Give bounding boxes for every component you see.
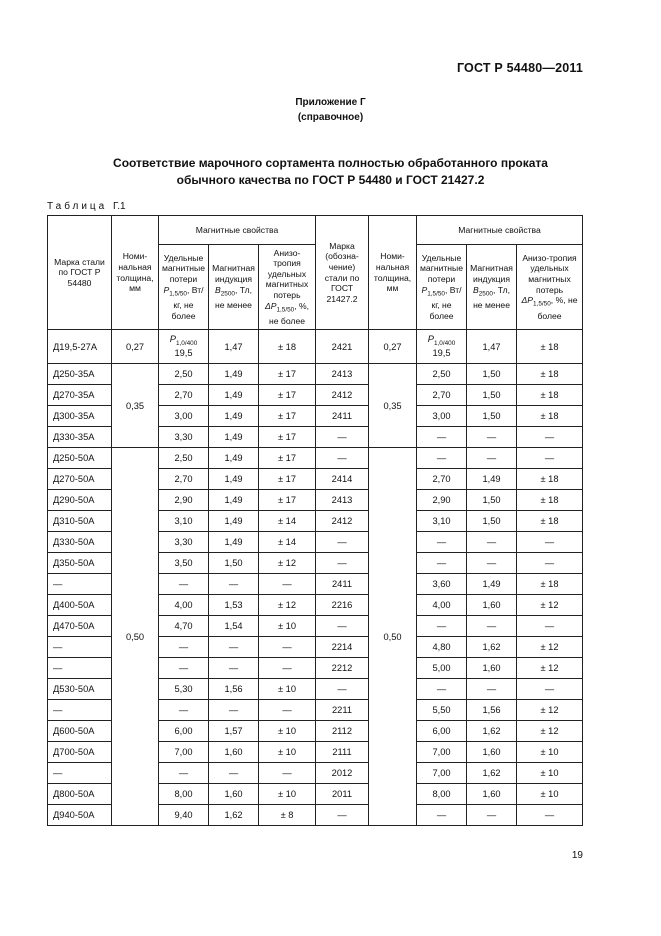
cell-anisotropy-2: ± 12 — [517, 658, 583, 679]
header-anisotropy — [259, 245, 316, 330]
cell-grade: Д270-35А — [48, 385, 112, 406]
correspondence-table — [47, 215, 583, 826]
cell-anisotropy-2: — — [517, 805, 583, 826]
cell-grade-21427: — — [316, 616, 369, 637]
cell-loss: 5,30 — [159, 679, 209, 700]
cell-grade: Д700-50А — [48, 742, 112, 763]
document-title — [0, 155, 661, 189]
cell-thickness-group-2: 0,35 — [369, 364, 417, 448]
cell-grade-21427: — — [316, 532, 369, 553]
cell-loss: 2,50 — [159, 364, 209, 385]
cell-anisotropy-2: ± 12 — [517, 637, 583, 658]
loss-condition-symbol-2: P — [427, 333, 434, 344]
header-magnetic-properties: Магнитные свойства — [159, 216, 316, 245]
cell-loss-2: 2,90 — [417, 490, 467, 511]
loss-condition-subscript: 1,0/400 — [175, 339, 198, 347]
cell-induction-2: 1,50 — [467, 406, 517, 427]
table-label-number: Г.1 — [113, 201, 126, 212]
cell-loss-2: 7,00 — [417, 742, 467, 763]
cell-loss-2: 3,60 — [417, 574, 467, 595]
cell-loss-2: 2,70 — [417, 469, 467, 490]
cell-induction: 1,49 — [209, 469, 259, 490]
cell-grade-21427: 2211 — [316, 700, 369, 721]
cell-anisotropy: ± 17 — [259, 364, 316, 385]
losses-label: Удельные магнитные потери — [161, 252, 205, 285]
induction-symbol-2: B — [473, 284, 479, 295]
cell-grade: Д310-50А — [48, 511, 112, 532]
cell-grade: Д270-50А — [48, 469, 112, 490]
cell-anisotropy: ± 8 — [259, 805, 316, 826]
cell-induction: 1,54 — [209, 616, 259, 637]
cell-loss: — — [159, 637, 209, 658]
cell-induction-2: 1,62 — [467, 721, 517, 742]
cell-anisotropy: ± 10 — [259, 742, 316, 763]
table-row — [48, 364, 583, 385]
cell-grade-21427: 2421 — [316, 330, 369, 364]
cell-loss-2: — — [417, 532, 467, 553]
cell-induction: 1,49 — [209, 385, 259, 406]
table-row — [48, 448, 583, 469]
cell-anisotropy-2: — — [517, 448, 583, 469]
cell-loss-2 — [417, 330, 467, 364]
document-title-line-2: обычного качества по ГОСТ Р 54480 и ГОСТ 21427.2 — [176, 173, 485, 187]
losses-symbol-2: P — [421, 284, 428, 295]
cell-loss-2: — — [417, 679, 467, 700]
loss-condition — [161, 334, 206, 349]
appendix-title: Приложение Г — [295, 97, 366, 108]
cell-loss: — — [159, 658, 209, 679]
cell-induction-2: — — [467, 532, 517, 553]
cell-anisotropy-2: — — [517, 679, 583, 700]
cell-grade-21427: 2216 — [316, 595, 369, 616]
cell-loss: 3,30 — [159, 532, 209, 553]
cell-induction-2: — — [467, 679, 517, 700]
cell-grade: Д800-50А — [48, 784, 112, 805]
cell-loss: — — [159, 574, 209, 595]
header-magnetic-properties-2: Магнитные свойства — [417, 216, 583, 245]
cell-anisotropy-2: — — [517, 616, 583, 637]
cell-loss: 4,70 — [159, 616, 209, 637]
cell-induction: 1,57 — [209, 721, 259, 742]
cell-induction-2: 1,50 — [467, 385, 517, 406]
cell-grade: Д290-50А — [48, 490, 112, 511]
cell-loss-2: 2,70 — [417, 385, 467, 406]
cell-grade-21427: 2413 — [316, 364, 369, 385]
cell-induction: 1,49 — [209, 364, 259, 385]
cell-induction: — — [209, 637, 259, 658]
cell-induction: — — [209, 658, 259, 679]
cell-grade: — — [48, 763, 112, 784]
cell-anisotropy-2: ± 12 — [517, 700, 583, 721]
cell-induction: 1,49 — [209, 490, 259, 511]
table-label-word: Таблица — [47, 201, 108, 212]
cell-loss: — — [159, 700, 209, 721]
cell-anisotropy-2: ± 18 — [517, 330, 583, 364]
cell-grade-21427: — — [316, 553, 369, 574]
cell-grade: Д600-50А — [48, 721, 112, 742]
cell-grade-21427: — — [316, 679, 369, 700]
cell-induction-2: 1,62 — [467, 763, 517, 784]
cell-induction: 1,60 — [209, 784, 259, 805]
cell-grade: Д330-50А — [48, 532, 112, 553]
cell-grade-21427: — — [316, 427, 369, 448]
cell-anisotropy: — — [259, 763, 316, 784]
cell-grade-21427: 2412 — [316, 385, 369, 406]
header-anisotropy-2 — [517, 245, 583, 330]
induction-unit-2: , Тл, не менее — [473, 284, 511, 310]
cell-anisotropy: ± 10 — [259, 721, 316, 742]
losses-subscript-2: 1,5/50 — [427, 290, 445, 298]
page-number: 19 — [571, 850, 583, 861]
cell-grade: Д250-35А — [48, 364, 112, 385]
cell-thickness-group: 0,50 — [112, 448, 159, 826]
cell-grade-21427: 2011 — [316, 784, 369, 805]
cell-anisotropy-2: ± 18 — [517, 490, 583, 511]
cell-loss: — — [159, 763, 209, 784]
cell-anisotropy-2: ± 12 — [517, 595, 583, 616]
table-body — [48, 330, 583, 826]
header-specific-losses-2 — [417, 245, 467, 330]
cell-grade-21427: 2111 — [316, 742, 369, 763]
cell-loss: 7,00 — [159, 742, 209, 763]
cell-induction: 1,49 — [209, 532, 259, 553]
cell-loss: 4,00 — [159, 595, 209, 616]
cell-loss: 3,10 — [159, 511, 209, 532]
loss-value: 19,5 — [174, 348, 193, 359]
cell-anisotropy-2: ± 18 — [517, 511, 583, 532]
induction-subscript-2: 2500 — [478, 290, 493, 298]
cell-loss: 8,00 — [159, 784, 209, 805]
cell-anisotropy: ± 17 — [259, 406, 316, 427]
cell-anisotropy: ± 12 — [259, 553, 316, 574]
anisotropy-symbol-2: ΔP — [521, 295, 534, 306]
cell-induction: 1,62 — [209, 805, 259, 826]
cell-anisotropy: ± 17 — [259, 385, 316, 406]
cell-loss-2: 5,00 — [417, 658, 467, 679]
cell-anisotropy: ± 17 — [259, 469, 316, 490]
cell-induction-2: 1,49 — [467, 469, 517, 490]
cell-induction: 1,49 — [209, 427, 259, 448]
cell-loss-2: — — [417, 805, 467, 826]
cell-grade-21427: 2112 — [316, 721, 369, 742]
loss-condition-symbol: P — [169, 333, 176, 344]
cell-loss-2: 2,50 — [417, 364, 467, 385]
cell-anisotropy-2: ± 18 — [517, 574, 583, 595]
cell-induction-2: 1,60 — [467, 784, 517, 805]
loss-value-2: 19,5 — [432, 348, 451, 359]
cell-loss-2: 4,80 — [417, 637, 467, 658]
header-grade-54480: Марка стали по ГОСТ Р 54480 — [48, 216, 112, 330]
cell-grade: — — [48, 637, 112, 658]
cell-anisotropy: ± 10 — [259, 679, 316, 700]
losses-unit-2: , Вт/кг, не более — [429, 284, 462, 321]
cell-anisotropy-2: ± 18 — [517, 469, 583, 490]
cell-grade-21427: 2411 — [316, 406, 369, 427]
cell-induction-2: — — [467, 448, 517, 469]
cell-grade-21427: 2413 — [316, 490, 369, 511]
cell-induction: — — [209, 700, 259, 721]
cell-grade-21427: 2214 — [316, 637, 369, 658]
appendix-subtitle: (справочное) — [297, 112, 364, 123]
header-induction-2 — [467, 245, 517, 330]
cell-grade-21427: — — [316, 805, 369, 826]
anisotropy-subscript: 1,5/50 — [276, 306, 295, 314]
cell-anisotropy-2: ± 18 — [517, 385, 583, 406]
cell-loss-2: 3,10 — [417, 511, 467, 532]
header-thickness-2: Номи-нальная толщина, мм — [369, 216, 417, 330]
table-row — [48, 330, 583, 364]
cell-anisotropy: — — [259, 700, 316, 721]
cell-induction: 1,49 — [209, 511, 259, 532]
cell-anisotropy-2: — — [517, 553, 583, 574]
cell-induction-2: — — [467, 427, 517, 448]
cell-anisotropy: ± 10 — [259, 784, 316, 805]
cell-loss: 3,50 — [159, 553, 209, 574]
cell-induction-2: 1,60 — [467, 595, 517, 616]
standard-designation: ГОСТ Р 54480—2011 — [456, 61, 583, 75]
losses-unit: , Вт/кг, не более — [171, 284, 204, 321]
cell-anisotropy: ± 14 — [259, 511, 316, 532]
cell-induction: — — [209, 574, 259, 595]
induction-unit: , Тл, не менее — [215, 284, 252, 310]
cell-induction: 1,50 — [209, 553, 259, 574]
losses-symbol: P — [163, 284, 170, 295]
cell-grade-21427: — — [316, 448, 369, 469]
cell-grade: Д350-50А — [48, 553, 112, 574]
cell-loss: 2,70 — [159, 385, 209, 406]
cell-loss-2: 7,00 — [417, 763, 467, 784]
cell-thickness-group-2: 0,50 — [369, 448, 417, 826]
table-header — [48, 216, 583, 330]
cell-loss-2: — — [417, 448, 467, 469]
cell-induction: 1,53 — [209, 595, 259, 616]
cell-loss-2: 6,00 — [417, 721, 467, 742]
cell-grade: Д400-50А — [48, 595, 112, 616]
cell-grade: Д470-50А — [48, 616, 112, 637]
losses-label-2: Удельные магнитные потери — [420, 252, 464, 285]
cell-induction-2: 1,60 — [467, 658, 517, 679]
cell-induction-2: 1,60 — [467, 742, 517, 763]
cell-grade-21427: 2414 — [316, 469, 369, 490]
cell-induction-2: 1,50 — [467, 364, 517, 385]
cell-loss: 3,30 — [159, 427, 209, 448]
cell-loss: 2,70 — [159, 469, 209, 490]
losses-subscript: 1,5/50 — [169, 290, 187, 298]
cell-induction-2: 1,50 — [467, 511, 517, 532]
cell-loss-2: — — [417, 616, 467, 637]
cell-anisotropy: ± 14 — [259, 532, 316, 553]
table-label — [47, 201, 126, 212]
anisotropy-label-2: Анизо-тропия удельных магнитных потерь — [522, 252, 577, 295]
cell-grade: Д530-50А — [48, 679, 112, 700]
induction-label: Магнитная индукция — [212, 263, 255, 285]
cell-anisotropy: ± 18 — [259, 330, 316, 364]
cell-loss-2: — — [417, 427, 467, 448]
cell-anisotropy-2: ± 10 — [517, 784, 583, 805]
cell-loss-2: 8,00 — [417, 784, 467, 805]
cell-grade-21427: 2411 — [316, 574, 369, 595]
cell-loss-2: 5,50 — [417, 700, 467, 721]
cell-anisotropy-2: — — [517, 427, 583, 448]
induction-label-2: Магнитная индукция — [470, 263, 513, 285]
cell-anisotropy: ± 12 — [259, 595, 316, 616]
cell-loss — [159, 330, 209, 364]
cell-thickness-2: 0,27 — [369, 330, 417, 364]
cell-induction-2: 1,56 — [467, 700, 517, 721]
anisotropy-symbol: ΔP — [264, 300, 277, 311]
anisotropy-subscript-2: 1,5/50 — [533, 300, 551, 308]
induction-symbol: B — [215, 284, 221, 295]
document-title-line-1: Соответствие марочного сортамента полностью обработанного проката — [113, 156, 548, 170]
cell-induction: — — [209, 763, 259, 784]
loss-condition-2 — [419, 334, 464, 349]
header-grade-21427: Марка (обозна-чение) стали по ГОСТ 21427.2 — [316, 216, 369, 330]
cell-anisotropy: — — [259, 574, 316, 595]
cell-anisotropy-2: ± 10 — [517, 742, 583, 763]
cell-grade: — — [48, 700, 112, 721]
cell-grade-21427: 2212 — [316, 658, 369, 679]
cell-induction-2: 1,50 — [467, 490, 517, 511]
cell-anisotropy-2: — — [517, 532, 583, 553]
header-induction — [209, 245, 259, 330]
cell-anisotropy: ± 17 — [259, 490, 316, 511]
cell-thickness: 0,27 — [112, 330, 159, 364]
cell-grade: — — [48, 574, 112, 595]
loss-condition-subscript-2: 1,0/400 — [433, 339, 456, 347]
cell-induction-2: — — [467, 805, 517, 826]
cell-loss-2: 4,00 — [417, 595, 467, 616]
cell-grade: — — [48, 658, 112, 679]
induction-subscript: 2500 — [220, 290, 235, 298]
cell-loss: 2,50 — [159, 448, 209, 469]
cell-grade: Д940-50А — [48, 805, 112, 826]
cell-grade: Д19,5-27А — [48, 330, 112, 364]
cell-thickness-group: 0,35 — [112, 364, 159, 448]
cell-anisotropy: ± 17 — [259, 448, 316, 469]
cell-loss-2: — — [417, 553, 467, 574]
cell-induction: 1,49 — [209, 406, 259, 427]
cell-induction: 1,60 — [209, 742, 259, 763]
cell-anisotropy-2: ± 10 — [517, 763, 583, 784]
cell-induction: 1,47 — [209, 330, 259, 364]
cell-induction-2: — — [467, 553, 517, 574]
cell-anisotropy: ± 10 — [259, 616, 316, 637]
header-specific-losses — [159, 245, 209, 330]
cell-loss: 2,90 — [159, 490, 209, 511]
cell-anisotropy: ± 17 — [259, 427, 316, 448]
cell-induction: 1,49 — [209, 448, 259, 469]
anisotropy-label: Анизо-тропия удельных магнитных потерь — [265, 247, 309, 300]
appendix-heading — [0, 95, 661, 125]
cell-loss-2: 3,00 — [417, 406, 467, 427]
cell-induction-2: 1,49 — [467, 574, 517, 595]
cell-anisotropy-2: ± 18 — [517, 406, 583, 427]
cell-grade-21427: 2012 — [316, 763, 369, 784]
cell-induction-2: 1,62 — [467, 637, 517, 658]
cell-loss: 6,00 — [159, 721, 209, 742]
cell-anisotropy: — — [259, 658, 316, 679]
cell-induction-2: 1,47 — [467, 330, 517, 364]
cell-anisotropy: — — [259, 637, 316, 658]
cell-grade: Д250-50А — [48, 448, 112, 469]
cell-loss: 3,00 — [159, 406, 209, 427]
cell-anisotropy-2: ± 12 — [517, 721, 583, 742]
cell-grade: Д330-35А — [48, 427, 112, 448]
cell-induction: 1,56 — [209, 679, 259, 700]
anisotropy-unit: , %, не более — [269, 300, 310, 326]
cell-induction-2: — — [467, 616, 517, 637]
cell-anisotropy-2: ± 18 — [517, 364, 583, 385]
cell-grade-21427: 2412 — [316, 511, 369, 532]
header-thickness: Номи-нальная толщина, мм — [112, 216, 159, 330]
cell-loss: 9,40 — [159, 805, 209, 826]
anisotropy-unit-2: , %, не более — [537, 295, 578, 321]
cell-grade: Д300-35А — [48, 406, 112, 427]
